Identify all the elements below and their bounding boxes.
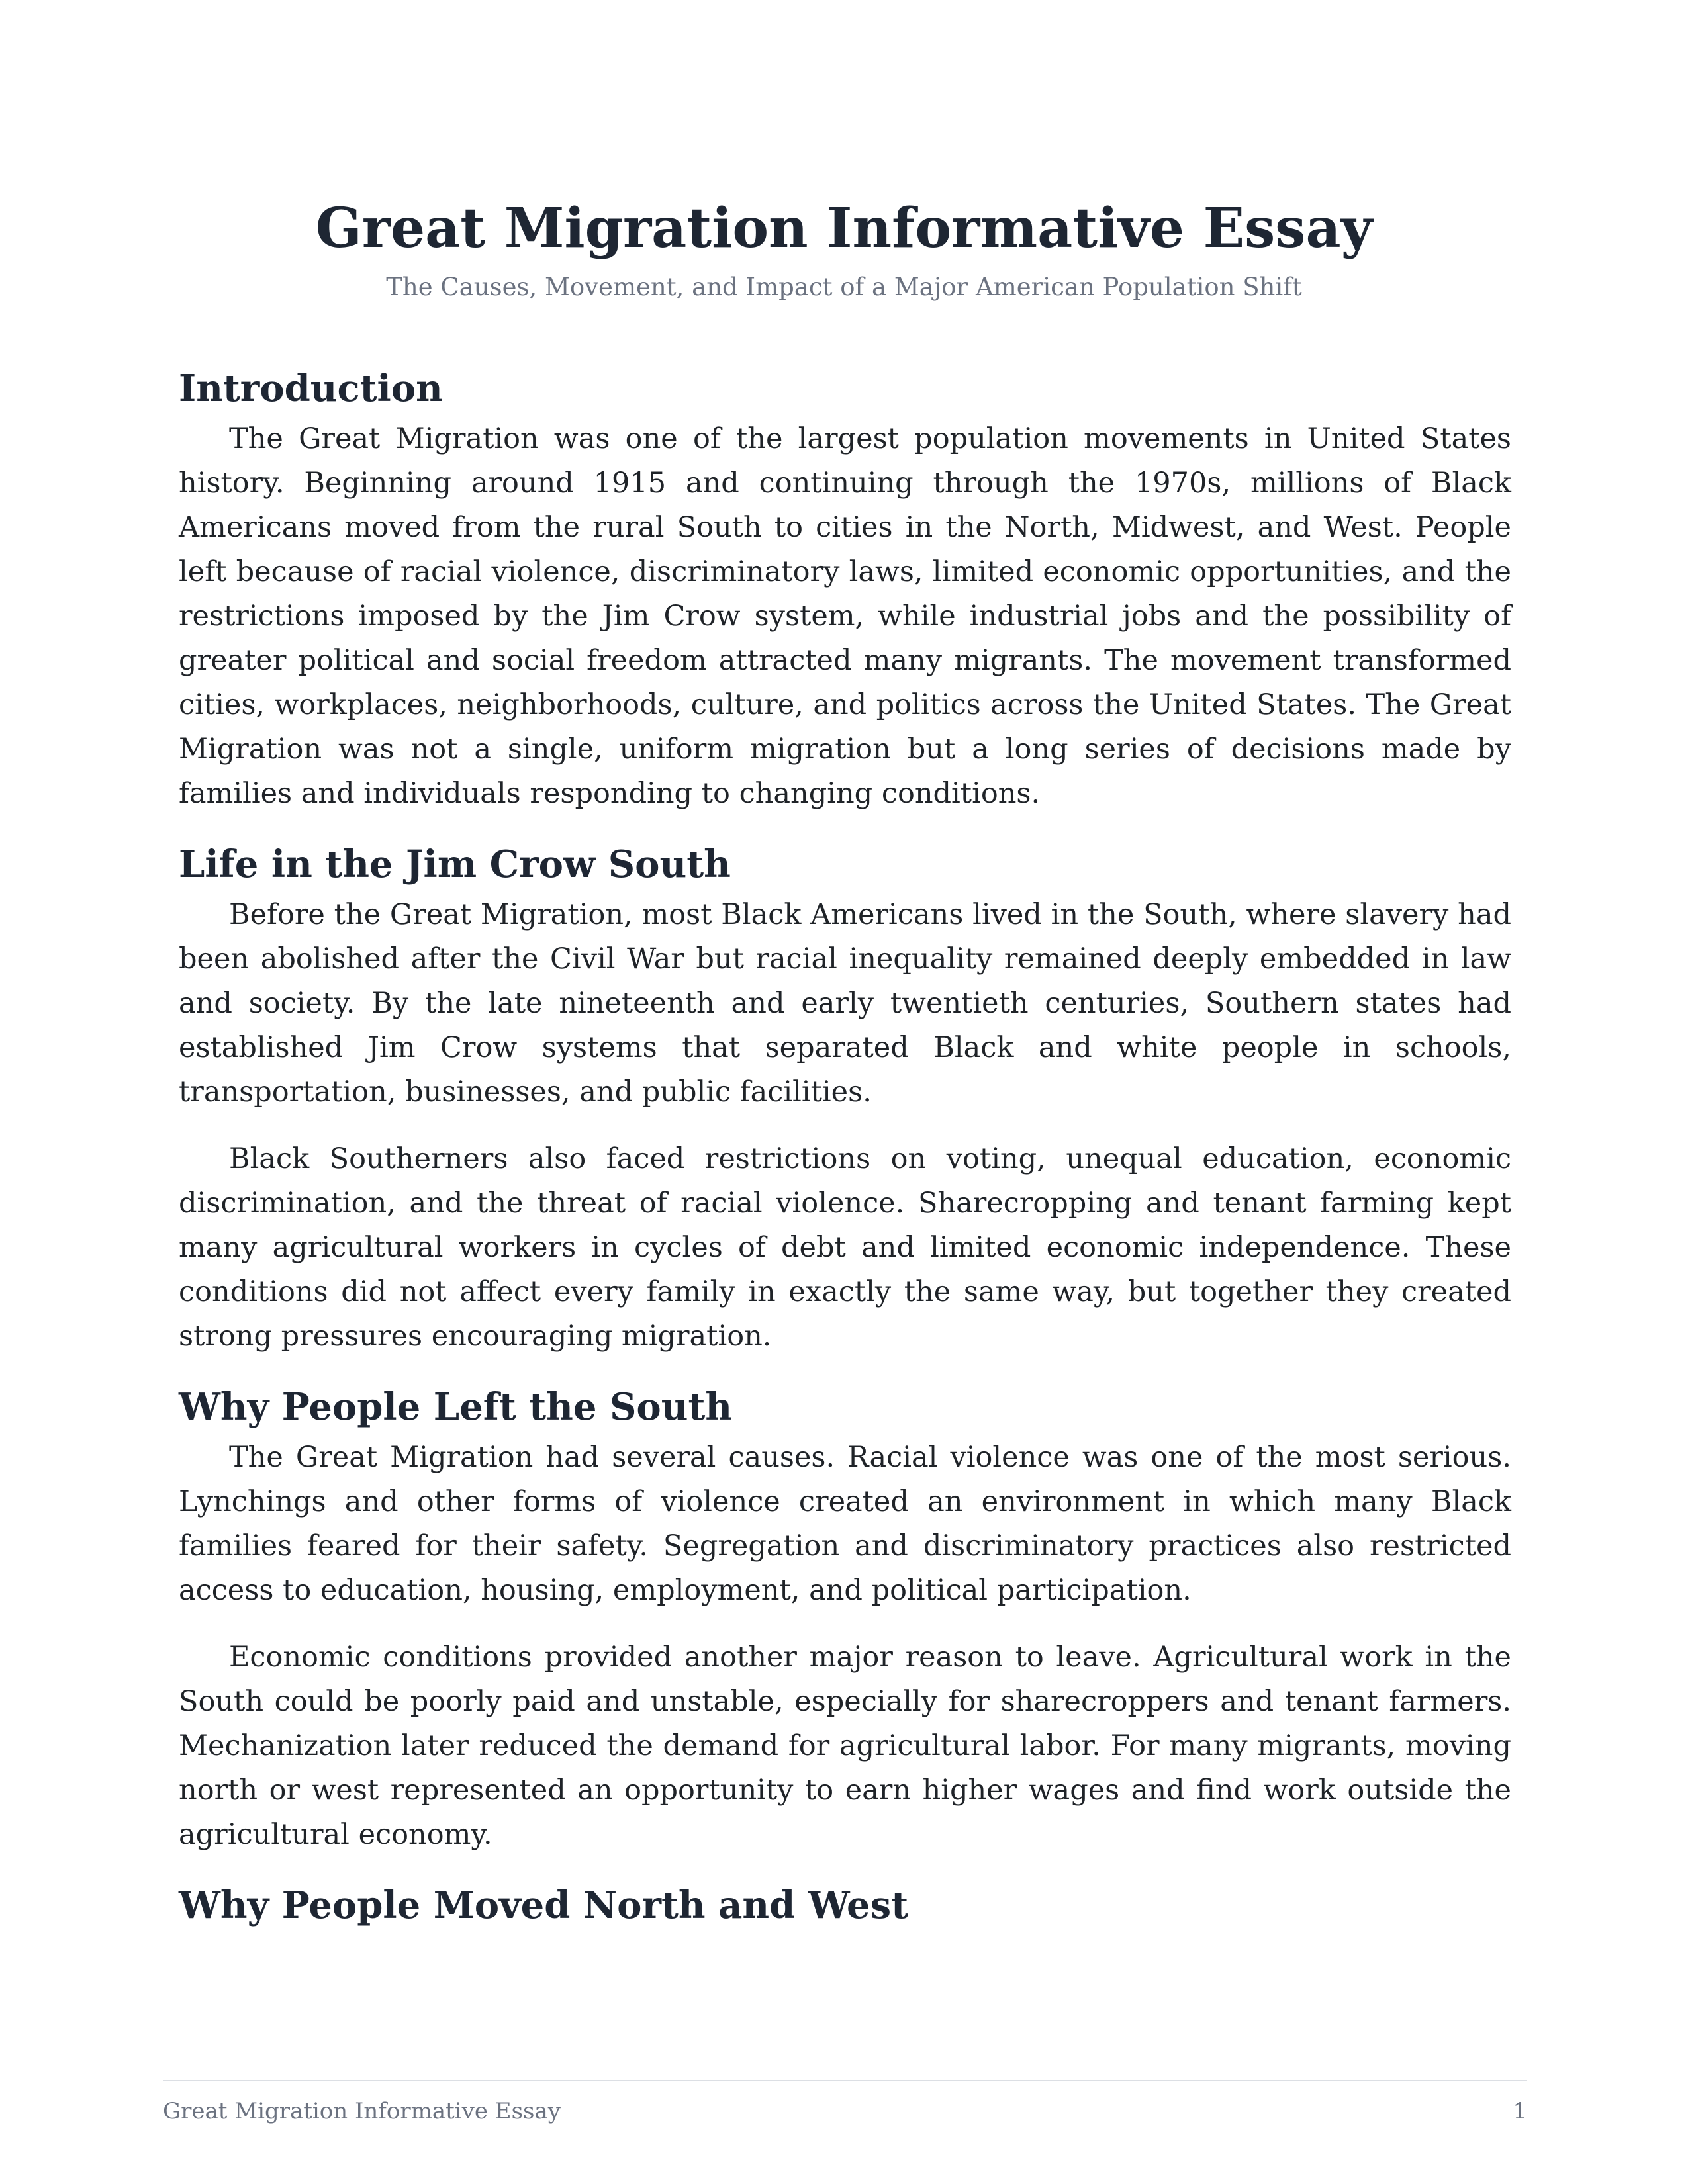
footer-title: Great Migration Informative Essay [163,2098,561,2124]
section-introduction [179,363,1511,816]
footer-divider [163,2080,1527,2081]
paragraph: Black Southerners also faced restrictions on voting, unequal education, economic discrimination, and the threat of racial violence. Sharecropping and tenant farming kept many agricultural workers in cycles of debt and limited economic independence. These conditions did not affect every family in exactly the same way, but together they created strong pressures encouraging migration. [179,1142,1511,1353]
section-heading: Introduction [179,367,443,410]
document-title: Great Migration Informative Essay [315,197,1373,260]
section-heading: Life in the Jim Crow South [179,842,731,886]
section-jim-crow-south [179,839,1511,1359]
page-number: 1 [1513,2098,1527,2124]
section-heading: Why People Left the South [179,1385,733,1429]
document-subtitle: The Causes, Movement, and Impact of a Major American Population Shift [386,273,1302,301]
section-why-moved-north-west [179,1880,1511,1931]
paragraph: The Great Migration had several causes. Racial violence was one of the most serious. Lynchings and other forms of violence created an environment in which many Black families feared for their safety. Segregation and discriminatory practices also restricted access to education, housing, employment, and political participation. [179,1441,1511,1607]
paragraph: Before the Great Migration, most Black Americans lived in the South, where slavery had been abolished after the Civil War but racial inequality remained deeply embedded in law and society. By the late nineteenth and early twentieth centuries, Southern states had established Jim Crow systems that separated Black and white people in schools, transportation, businesses, and public facilities. [179,898,1511,1109]
paragraph: The Great Migration was one of the largest population movements in United States history. Beginning around 1915 and continuing through the 1970s, millions of Black Americans moved from the rural South to cities in the North, Midwest, and West. People left because of racial violence, discriminatory laws, limited economic opportunities, and the restrictions imposed by the Jim Crow system, while industrial jobs and the possibility of greater political and social freedom attracted many migrants. The movement transformed cities, workplaces, neighborhoods, culture, and politics across the United States. The Great Migration was not a single, uniform migration but a long series of decisions made by families and individuals responding to changing conditions. [179,422,1511,810]
section-why-left-south [179,1381,1511,1857]
essay-body [179,351,1511,1951]
section-heading: Why People Moved North and West [179,1884,909,1927]
paragraph: Economic conditions provided another major reason to leave. Agricultural work in the South could be poorly paid and unstable, especially for sharecroppers and tenant farmers. Mechanization later reduced the demand for agricultural labor. For many migrants, moving north or west represented an opportunity to earn higher wages and find work outside the agricultural economy. [179,1641,1511,1851]
